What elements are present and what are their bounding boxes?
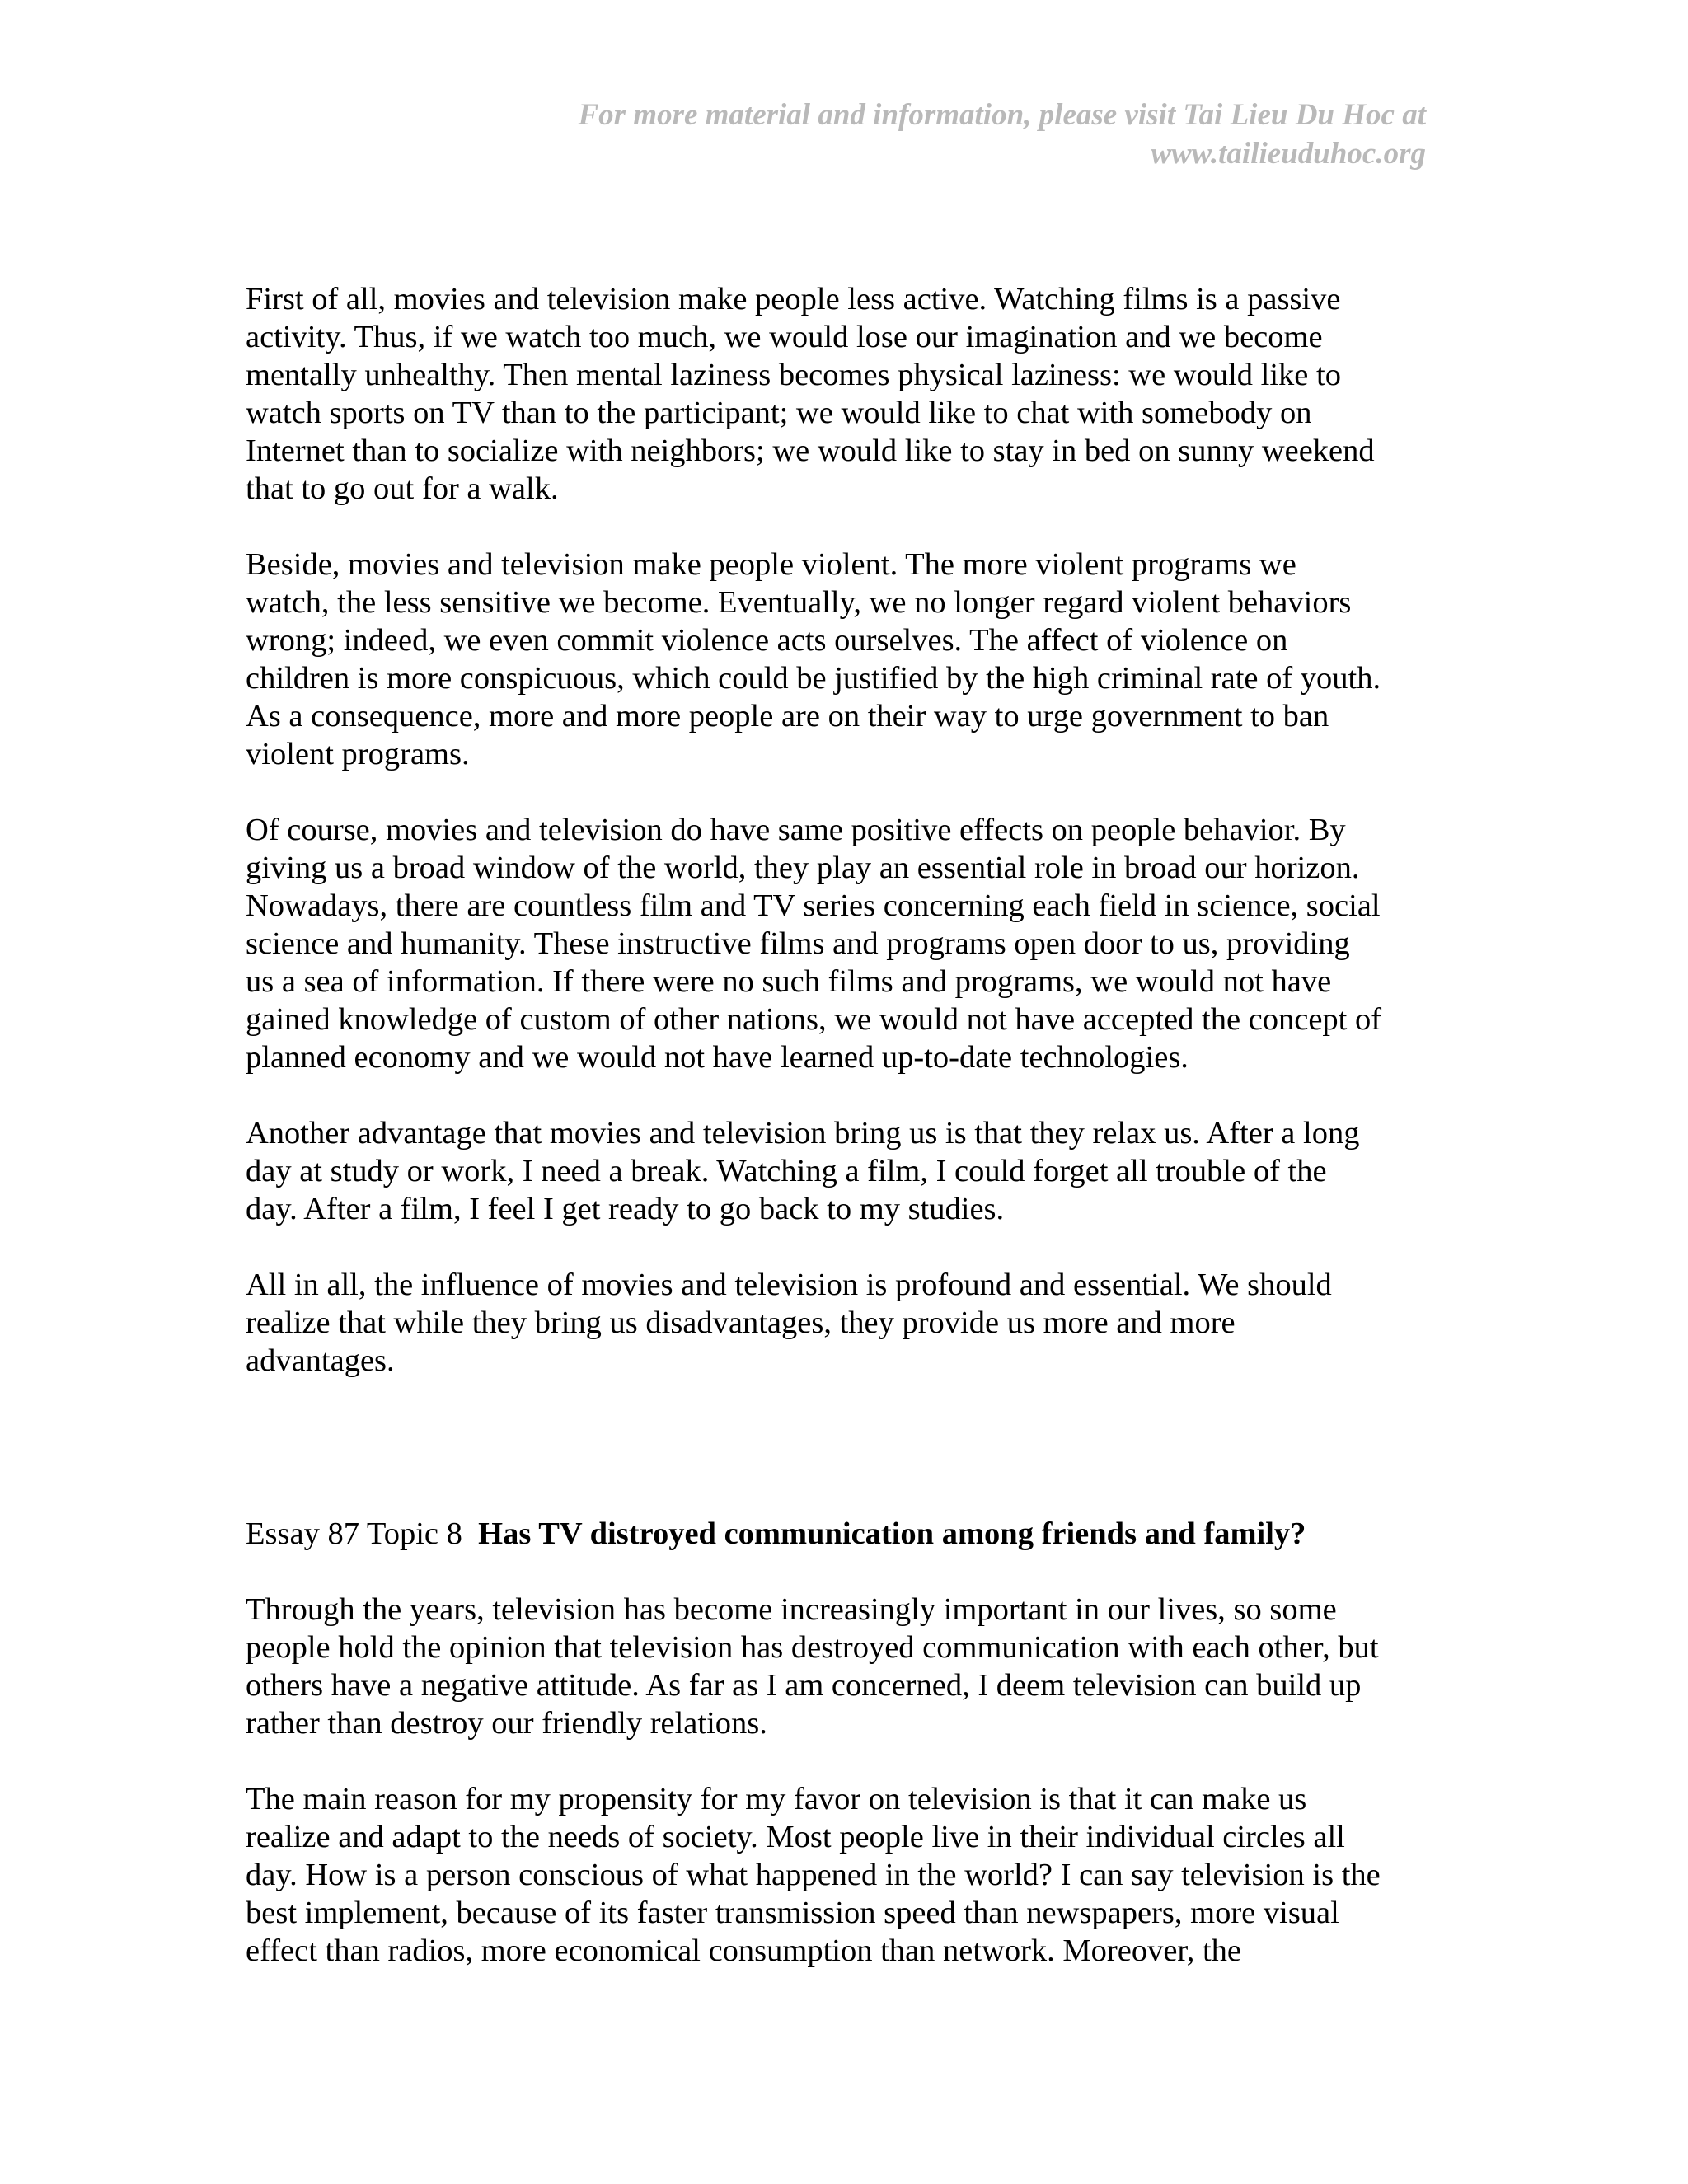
text-line: Another advantage that movies and television bring us is that they relax us. After a long [246,1116,1360,1151]
text-line: The main reason for my propensity for my favor on television is that it can make us [246,1782,1307,1816]
text-line: day. How is a person conscious of what happened in the world? I can say television is the [246,1858,1381,1892]
text-line: First of all, movies and television make people less active. Watching films is a passive [246,282,1341,316]
text-line: day at study or work, I need a break. Watching a film, I could forget all trouble of the [246,1154,1327,1188]
page-header [272,96,1426,173]
paragraph-main-reason [246,1780,1449,1970]
text-line: violent programs. [246,737,470,771]
text-line: science and humanity. These instructive films and programs open door to us, providing [246,926,1350,961]
paragraph-intro [246,1591,1449,1742]
text-line: activity. Thus, if we watch too much, we would lose our imagination and we become [246,320,1323,354]
paragraph-conclusion [246,1266,1449,1380]
text-line: advantages. [246,1343,395,1378]
essay-heading [246,1515,1449,1553]
text-line: children is more conspicuous, which could be justified by the high criminal rate of youth. [246,661,1381,696]
essay-title: Has TV distroyed communication among friends and family? [478,1516,1306,1551]
text-line: gained knowledge of custom of other nations, we would not have accepted the concept of [246,1002,1382,1037]
paragraph-violent [246,546,1449,773]
header-line-2: www.tailieuduhoc.org [1151,137,1426,171]
text-line: mentally unhealthy. Then mental laziness becomes physical laziness: we would like to [246,358,1341,392]
text-line: Nowadays, there are countless film and TV series concerning each field in science, social [246,888,1381,923]
text-line: Through the years, television has become increasingly important in our lives, so some [246,1592,1337,1627]
text-line: watch sports on TV than to the participant; we would like to chat with somebody on [246,396,1312,430]
text-line: people hold the opinion that television has destroyed communication with each other, but [246,1630,1379,1665]
text-line: giving us a broad window of the world, they play an essential role in broad our horizon. [246,851,1360,885]
text-line: that to go out for a walk. [246,471,559,506]
text-line: All in all, the influence of movies and television is profound and essential. We should [246,1268,1332,1302]
essay-label: Essay 87 Topic 8 [246,1516,462,1551]
text-line: realize and adapt to the needs of society. Most people live in their individual circles all [246,1820,1345,1854]
text-line: day. After a film, I feel I get ready to go back to my studies. [246,1192,1005,1226]
paragraph-relax [246,1114,1449,1228]
header-line-1: For more material and information, please visit Tai Lieu Du Hoc at [578,98,1426,132]
text-line: us a sea of information. If there were no such films and programs, we would not have [246,964,1332,999]
text-line: Beside, movies and television make people violent. The more violent programs we [246,547,1296,582]
text-line: best implement, because of its faster transmission speed than newspapers, more visual [246,1896,1339,1930]
text-line: Of course, movies and television do have same positive effects on people behavior. By [246,813,1346,847]
text-line: effect than radios, more economical consumption than network. Moreover, the [246,1933,1241,1968]
text-line: watch, the less sensitive we become. Eventually, we no longer regard violent behaviors [246,585,1352,620]
text-line: rather than destroy our friendly relations. [246,1706,767,1741]
text-line: wrong; indeed, we even commit violence acts ourselves. The affect of violence on [246,623,1288,658]
document-body [246,280,1449,2008]
text-line: As a consequence, more and more people are on their way to urge government to ban [246,699,1329,733]
text-line: realize that while they bring us disadvantages, they provide us more and more [246,1305,1236,1340]
text-line: others have a negative attitude. As far as I am concerned, I deem television can build up [246,1668,1362,1703]
paragraph-positive [246,811,1449,1076]
paragraph-passive [246,280,1449,508]
text-line: planned economy and we would not have learned up-to-date technologies. [246,1040,1189,1075]
text-line: Internet than to socialize with neighbors; we would like to stay in bed on sunny weekend [246,434,1375,468]
